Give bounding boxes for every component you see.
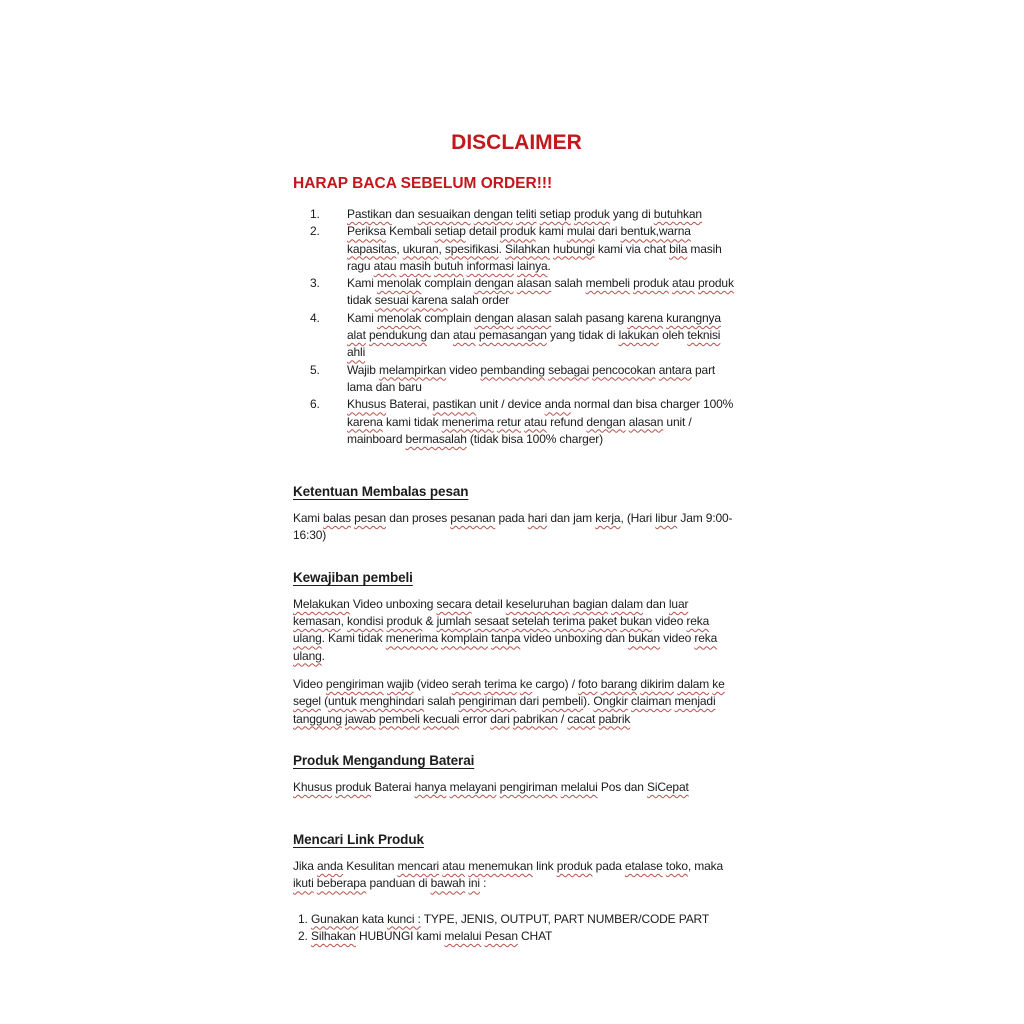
spellcheck-flagged-word: melampirkan xyxy=(379,362,447,377)
spellcheck-flagged-word: butuhkan xyxy=(653,207,702,221)
spellcheck-flagged-word: karena xyxy=(347,414,383,429)
spellcheck-flagged-word: foto xyxy=(578,676,598,691)
spellcheck-flagged-word: mencari xyxy=(397,859,440,874)
spellcheck-flagged-word: ahli xyxy=(347,345,366,360)
spellcheck-flagged-word: dikirim xyxy=(640,676,674,691)
spellcheck-flagged-word: pesanan xyxy=(450,511,496,526)
spellcheck-flagged-word: karena xyxy=(627,310,664,325)
spellcheck-flagged-word: mulai xyxy=(566,224,595,239)
list-item-text: Kami menolak complain dengan alasan salah pasang karena kurangnya alat pendukung dan atau pemasangan yang tidak di lakukan oleh teknisi ahli xyxy=(347,310,721,360)
spellcheck-flagged-word: produk xyxy=(386,614,423,629)
spellcheck-flagged-word: sesaat xyxy=(474,614,509,629)
sub-numbered-list xyxy=(293,911,740,946)
list-item-text: Gunakan kata kunci : TYPE, JENIS, OUTPUT, PART NUMBER/CODE PART xyxy=(311,911,710,926)
spellcheck-flagged-word: produk xyxy=(499,224,536,239)
spellcheck-flagged-word: kemasan xyxy=(293,614,341,629)
list-item-text: Pastikan dan sesuaikan dengan teliti setiap produk yang di butuhkan xyxy=(347,207,702,221)
spellcheck-flagged-word: retur xyxy=(497,414,521,429)
spellcheck-flagged-word: menerima xyxy=(385,631,438,646)
spellcheck-flagged-word: alasan xyxy=(516,276,552,291)
list-item-number: 1. xyxy=(310,207,320,221)
list-item-number: 2. xyxy=(310,224,320,239)
list-item-number: 5. xyxy=(310,362,320,377)
spellcheck-flagged-word: cacat xyxy=(567,711,596,726)
list-item-number: 1. xyxy=(298,911,308,926)
paragraph: Video pengiriman wajib (video serah terima ke cargo) / foto barang dikirim dalam ke segel (untuk menghindari salah pengiriman dari pembeli). Ongkir claiman menjadi tanggung jawab pembeli kecuali error dari pabrikan / cacat pabrik xyxy=(293,676,725,726)
numbered-list xyxy=(293,206,740,448)
spellcheck-flagged-word: teliti xyxy=(516,207,537,221)
spellcheck-flagged-word: Pastikan xyxy=(347,207,392,221)
spellcheck-flagged-word: etalase xyxy=(624,859,663,874)
spellcheck-flagged-word: pencocokan xyxy=(592,362,656,377)
spellcheck-flagged-word: kunci : xyxy=(387,911,421,926)
spellcheck-flagged-word: toko xyxy=(665,859,688,874)
list-item xyxy=(293,396,740,448)
spellcheck-flagged-word: bukan xyxy=(620,614,653,629)
spellcheck-flagged-word: lainya xyxy=(517,258,548,273)
list-item-number: 6. xyxy=(310,397,320,412)
spellcheck-flagged-word: sesuai xyxy=(374,293,409,308)
doc-body xyxy=(293,206,740,945)
spellcheck-flagged-word: pembeli xyxy=(542,694,584,709)
spellcheck-flagged-word: beberapa xyxy=(316,876,367,891)
paragraph: Jika anda Kesulitan mencari atau menemukan link produk pada etalase toko, maka ikuti beberapa panduan di bawah ini : xyxy=(293,859,724,891)
spellcheck-flagged-word: SiCepat xyxy=(647,779,689,794)
spellcheck-flagged-word: balas xyxy=(322,511,351,526)
spellcheck-flagged-word: jawab xyxy=(345,711,376,726)
spellcheck-flagged-word: pembanding xyxy=(480,362,545,377)
spellcheck-flagged-word: setiap xyxy=(434,224,466,239)
spellcheck-flagged-word: Periksa xyxy=(347,224,386,239)
spellcheck-flagged-word: dengan xyxy=(586,414,626,429)
spellcheck-flagged-word: kurangnya xyxy=(666,310,721,325)
spellcheck-flagged-word: keseluruhan xyxy=(505,596,570,611)
spellcheck-flagged-word: ulang xyxy=(293,631,322,646)
spellcheck-flagged-word: anda xyxy=(544,397,571,412)
spellcheck-flagged-word: paket xyxy=(588,614,617,629)
spellcheck-flagged-word: membeli xyxy=(585,276,630,291)
spellcheck-flagged-word: Silahkan xyxy=(505,241,550,256)
document-page xyxy=(293,131,740,945)
spellcheck-flagged-word: terima xyxy=(484,676,517,691)
spellcheck-flagged-word: bawah xyxy=(430,876,466,891)
spellcheck-flagged-word: alasan xyxy=(516,310,552,325)
list-item-text: Wajib melampirkan video pembanding sebagai pencocokan antara part lama dan baru xyxy=(347,362,716,394)
spellcheck-flagged-word: masih xyxy=(399,258,431,273)
spellcheck-flagged-word: alat xyxy=(347,328,366,343)
spellcheck-flagged-word: segel xyxy=(293,694,321,709)
spellcheck-flagged-word: pendukung xyxy=(368,328,427,343)
spellcheck-flagged-word: ikuti xyxy=(293,876,314,891)
spellcheck-flagged-word: produk xyxy=(698,276,734,291)
paragraph: Melakukan Video unboxing secara detail keseluruhan bagian dalam dan luar kemasan, kondisi produk & jumlah sesaat setelah terima paket bukan video reka ulang. Kami tidak menerima komplain tanpa video unboxing dan bukan video reka ulang. xyxy=(293,596,718,663)
spellcheck-flagged-word: ukuran xyxy=(402,241,439,256)
spellcheck-flagged-word: bermasalah xyxy=(405,431,467,446)
list-item-text: Kami menolak complain dengan alasan salah membeli produk atau produk tidak sesuai karena salah order xyxy=(347,276,734,308)
spellcheck-flagged-word: pabrikan xyxy=(512,711,558,726)
spellcheck-flagged-word: claiman xyxy=(631,694,672,709)
spellcheck-flagged-word: menemukan xyxy=(468,859,533,874)
spellcheck-flagged-word: pastikan xyxy=(432,397,477,412)
list-item xyxy=(293,206,740,223)
spellcheck-flagged-word: menolak xyxy=(376,276,422,291)
paragraph: Kami balas pesan dan proses pesanan pada hari dan jam kerja, (Hari libur Jam 9:00-16:30) xyxy=(293,511,733,543)
spellcheck-flagged-word: Melakukan xyxy=(293,596,350,611)
spellcheck-flagged-word: luar xyxy=(668,596,689,611)
spellcheck-flagged-word: sebagai xyxy=(548,362,590,377)
spellcheck-flagged-word: barang xyxy=(600,676,638,691)
spellcheck-flagged-word: produk xyxy=(556,859,593,874)
spellcheck-flagged-word: melalui xyxy=(444,929,482,944)
list-item-number: 2. xyxy=(298,929,308,944)
spellcheck-flagged-word: pemasangan xyxy=(478,328,547,343)
spellcheck-flagged-word: pengiriman xyxy=(499,779,558,794)
spellcheck-flagged-word: atau xyxy=(442,859,466,874)
spellcheck-flagged-word: setelah xyxy=(511,614,550,629)
spellcheck-flagged-word: ini xyxy=(468,876,480,891)
paragraph: Khusus produk Baterai hanya melayani pengiriman melalui Pos dan SiCepat xyxy=(293,779,689,794)
spellcheck-flagged-word: dalam xyxy=(611,596,643,611)
section-heading: Produk Mengandung Baterai xyxy=(293,752,475,768)
list-item xyxy=(293,928,740,945)
spellcheck-flagged-word: dalam xyxy=(677,676,710,691)
spellcheck-flagged-word: secara xyxy=(436,596,472,611)
spellcheck-flagged-word: butuh xyxy=(434,258,464,273)
spellcheck-flagged-word: sesuaikan xyxy=(417,207,471,221)
spellcheck-flagged-word: menerima xyxy=(441,414,494,429)
spellcheck-flagged-word: bila xyxy=(669,241,688,256)
spellcheck-flagged-word: pesan xyxy=(354,511,387,526)
doc-subtitle: HARAP BACA SEBELUM ORDER!!! xyxy=(293,175,553,192)
spellcheck-flagged-word: antara xyxy=(658,362,692,377)
spellcheck-flagged-word: reka xyxy=(686,614,710,629)
spellcheck-flagged-word: ke xyxy=(519,676,533,691)
spellcheck-flagged-word: menolak xyxy=(376,310,422,325)
spellcheck-flagged-word: melalui xyxy=(560,779,598,794)
spellcheck-flagged-word: lakukan xyxy=(618,328,659,343)
list-item-number: 3. xyxy=(310,276,320,291)
section-heading: Kewajiban pembeli xyxy=(293,569,413,585)
spellcheck-flagged-word: pengiriman xyxy=(325,676,384,691)
spellcheck-flagged-word: serah xyxy=(451,676,482,691)
spellcheck-flagged-word: kecuali xyxy=(423,711,460,726)
list-item xyxy=(293,911,740,928)
spellcheck-flagged-word: libur xyxy=(655,511,678,526)
spellcheck-flagged-word: dengan xyxy=(474,310,514,325)
spellcheck-flagged-word: Gunakan xyxy=(311,911,359,926)
spellcheck-flagged-word: menjadi xyxy=(674,694,716,709)
spellcheck-flagged-word: bukan xyxy=(628,631,661,646)
spellcheck-flagged-word: atau xyxy=(452,328,476,343)
spellcheck-flagged-word: informasi xyxy=(466,258,514,273)
spellcheck-flagged-word: bagian xyxy=(572,596,608,611)
section-heading: Mencari Link Produk xyxy=(293,832,424,848)
list-item-number: 4. xyxy=(310,310,320,325)
spellcheck-flagged-word: Khusus xyxy=(347,397,387,412)
spellcheck-flagged-word: kondisi xyxy=(347,614,384,629)
doc-title: DISCLAIMER xyxy=(451,131,582,154)
list-item-text: Periksa Kembali setiap detail produk kami mulai dari bentuk,warna kapasitas, ukuran, spesifikasi. Silahkan hubungi kami via chat bila masih ragu atau masih butuh informasi lainya. xyxy=(347,224,722,273)
spellcheck-flagged-word: untuk xyxy=(327,694,357,709)
spellcheck-flagged-word: tanpa xyxy=(491,631,521,646)
spellcheck-flagged-word: pabrik xyxy=(598,711,631,726)
spellcheck-flagged-word: produk xyxy=(633,276,669,291)
spellcheck-flagged-word: jumlah xyxy=(436,614,472,629)
list-item xyxy=(293,223,740,275)
spellcheck-flagged-word: hanya xyxy=(414,779,447,794)
spellcheck-flagged-word: Ongkir xyxy=(593,694,628,709)
spellcheck-flagged-word: Khusus xyxy=(293,779,333,794)
spellcheck-flagged-word: terima xyxy=(552,614,586,629)
spellcheck-flagged-word: atau xyxy=(672,276,695,291)
list-item xyxy=(293,310,740,362)
spellcheck-flagged-word: produk xyxy=(573,207,610,221)
spellcheck-flagged-word: dengan xyxy=(474,276,514,291)
spellcheck-flagged-word: spesifikasi xyxy=(444,241,499,256)
section-heading: Ketentuan Membalas pesan xyxy=(293,484,469,500)
list-item-text: Silhakan HUBUNGI kami melalui Pesan CHAT xyxy=(311,929,553,944)
spellcheck-flagged-word: menghindari xyxy=(359,694,425,709)
spellcheck-flagged-word: kerja xyxy=(595,511,621,526)
list-item xyxy=(293,362,740,397)
list-item-text: Khusus Baterai, pastikan unit / device anda normal dan bisa charger 100% karena kami tidak menerima retur atau refund dengan alasan unit / mainboard bermasalah (tidak bisa 100% charger) xyxy=(347,397,734,446)
spellcheck-flagged-word: komplain xyxy=(441,631,488,646)
spellcheck-flagged-word: tanggung xyxy=(293,711,342,726)
spellcheck-flagged-word: Pesan xyxy=(484,929,518,944)
spellcheck-flagged-word: dengan xyxy=(473,207,513,221)
spellcheck-flagged-word: atau xyxy=(524,414,547,429)
spellcheck-flagged-word: pembeli xyxy=(378,711,420,726)
spellcheck-flagged-word: bentuk,warna xyxy=(620,224,691,239)
spellcheck-flagged-word: ke xyxy=(712,676,725,691)
spellcheck-flagged-word: reka xyxy=(694,631,718,646)
spellcheck-flagged-word: setiap xyxy=(539,207,571,221)
spellcheck-flagged-word: atau xyxy=(373,258,397,273)
spellcheck-flagged-word: pengiriman xyxy=(458,694,517,709)
spellcheck-flagged-word: dari xyxy=(490,711,510,726)
spellcheck-flagged-word: produk xyxy=(335,779,372,794)
spellcheck-flagged-word: teknisi xyxy=(687,328,721,343)
spellcheck-flagged-word: hubungi xyxy=(553,241,595,256)
list-item xyxy=(293,275,740,310)
spellcheck-flagged-word: ulang xyxy=(293,648,322,663)
spellcheck-flagged-word: alasan xyxy=(628,414,664,429)
spellcheck-flagged-word: kapasitas xyxy=(347,241,397,256)
spellcheck-flagged-word: karena xyxy=(411,293,448,308)
spellcheck-flagged-word: wajib xyxy=(386,676,414,691)
spellcheck-flagged-word: anda xyxy=(316,859,344,874)
spellcheck-flagged-word: Silhakan xyxy=(311,929,356,944)
spellcheck-flagged-word: melayani xyxy=(449,779,497,794)
spellcheck-flagged-word: hari xyxy=(527,511,548,526)
